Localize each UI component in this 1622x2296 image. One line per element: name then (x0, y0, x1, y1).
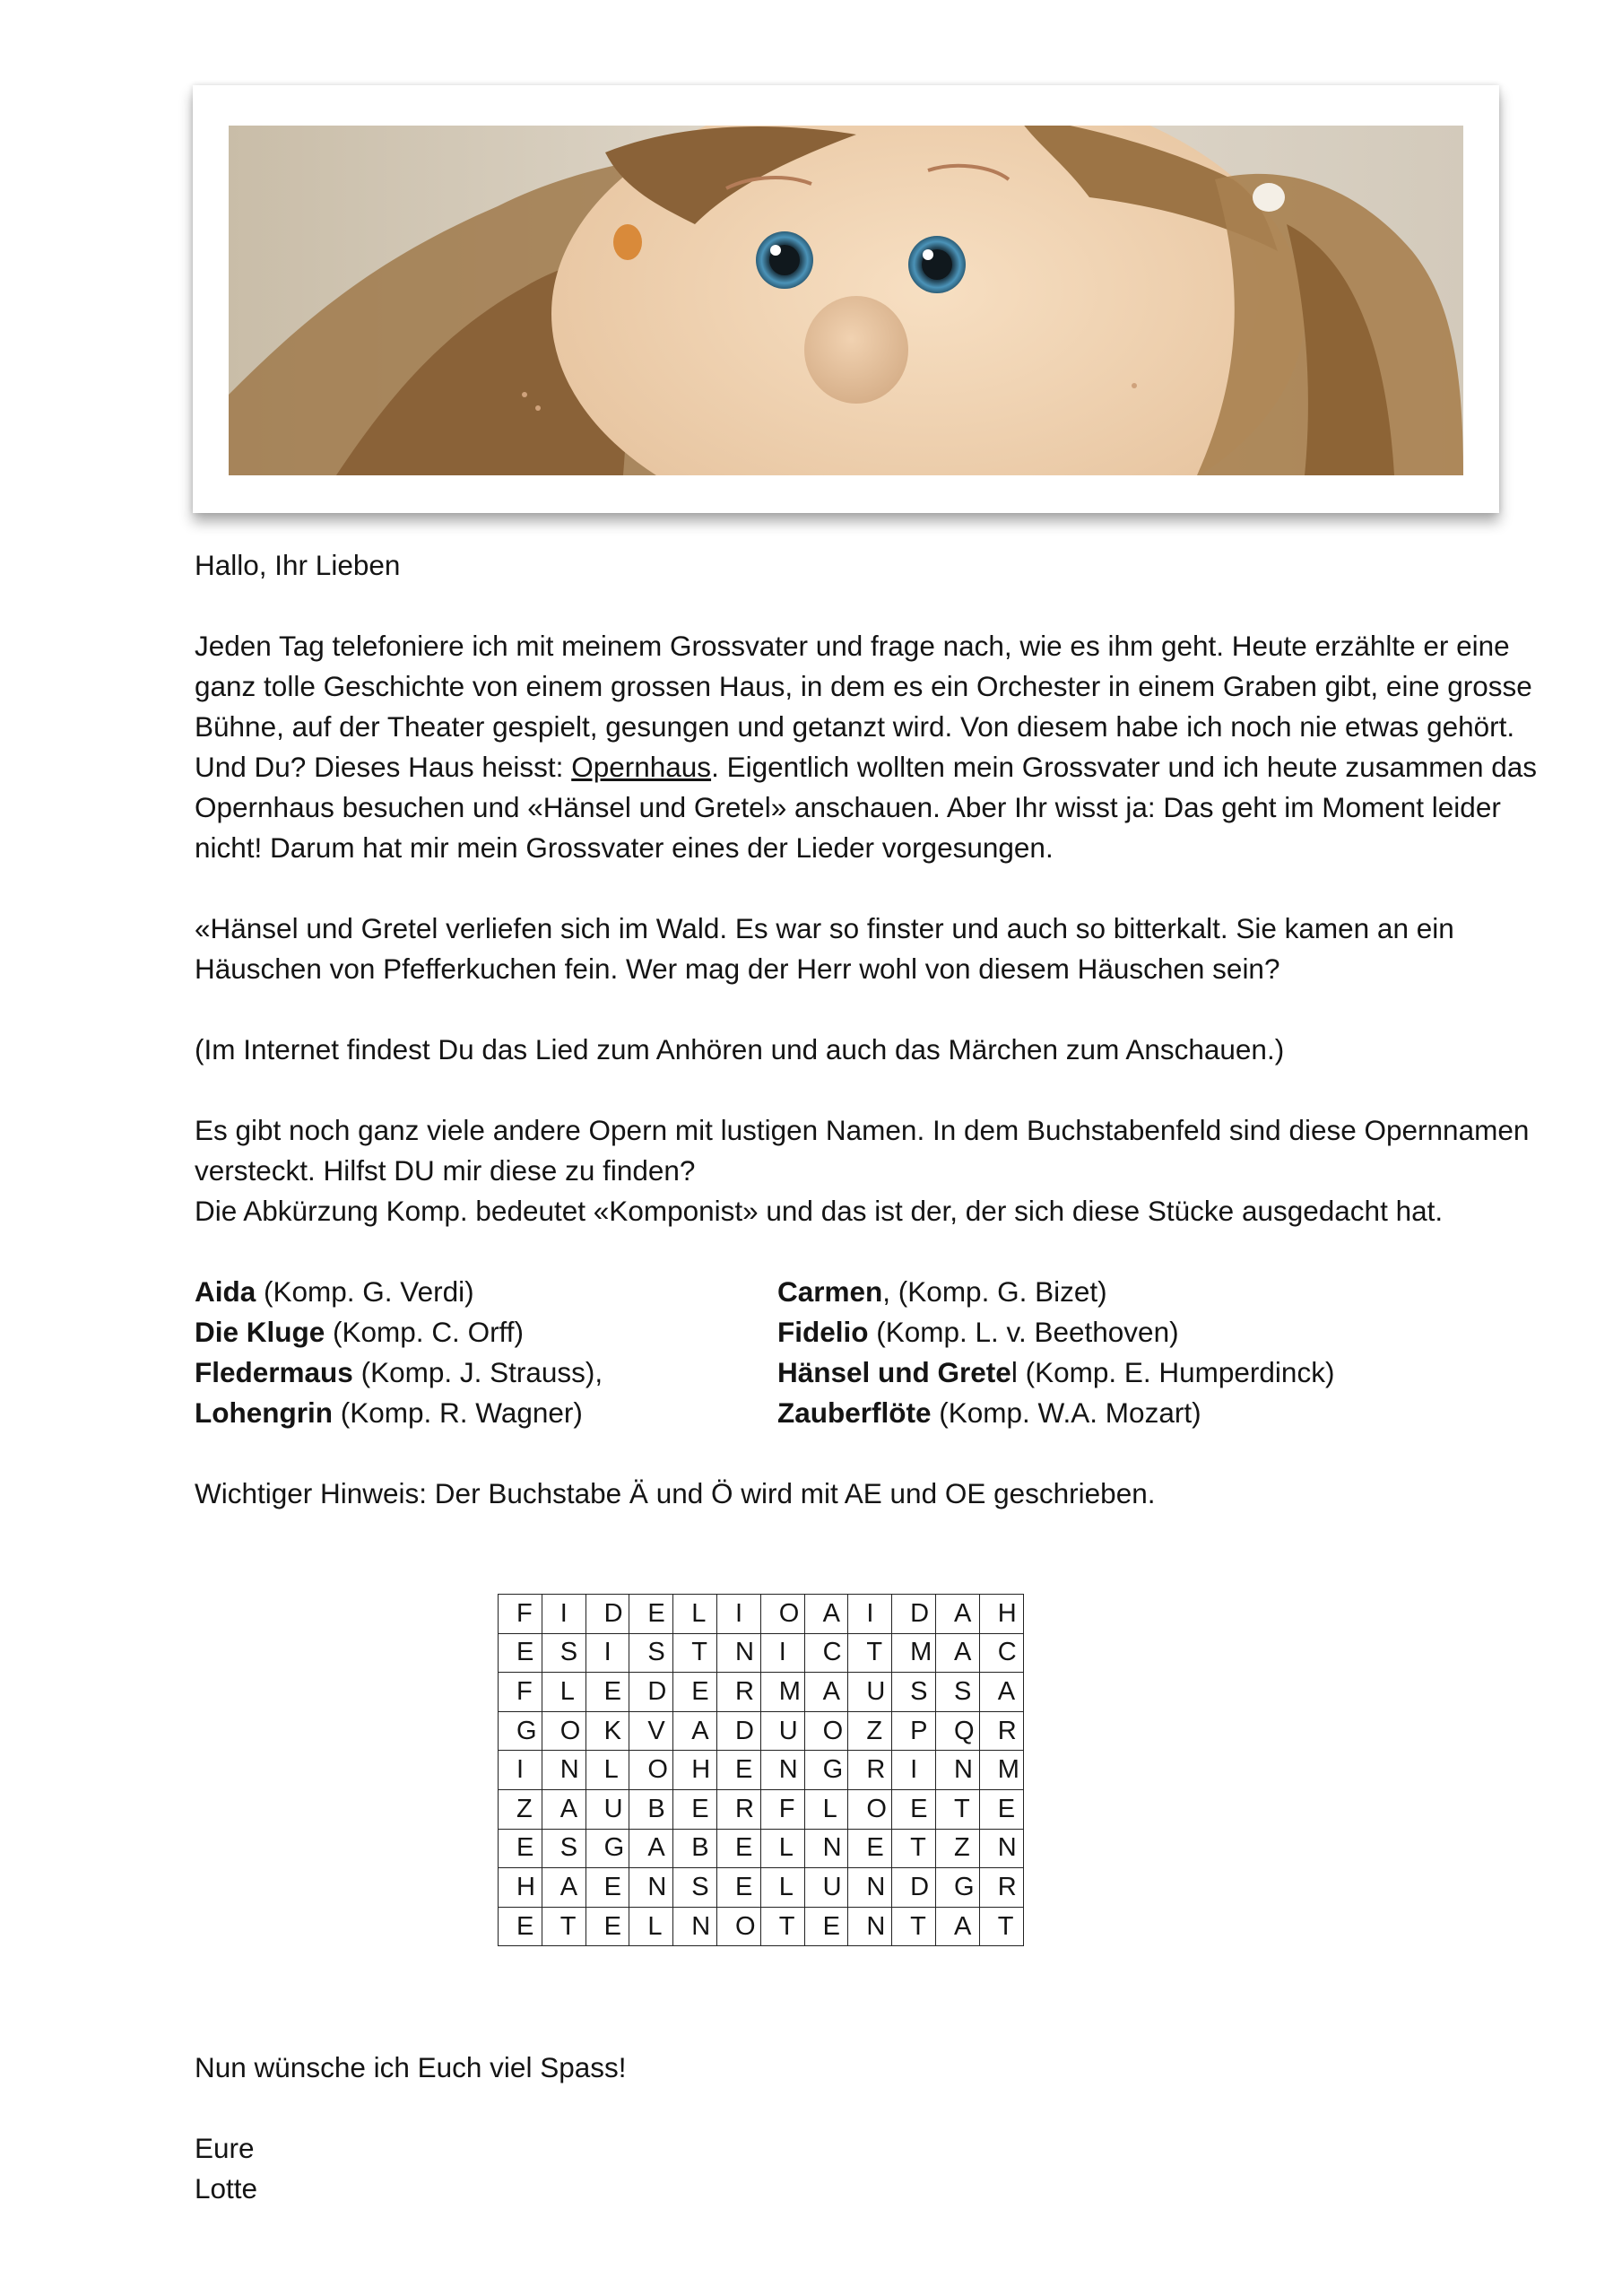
grid-cell: R (848, 1751, 892, 1790)
grid-cell: D (892, 1595, 936, 1634)
grid-cell: E (585, 1907, 629, 1946)
puppet-face-image (229, 126, 1463, 475)
grid-cell: E (848, 1829, 892, 1868)
signature-line-1: Eure (195, 2132, 255, 2164)
grid-cell: U (848, 1673, 892, 1712)
spacer (195, 1433, 1540, 1474)
opera-name: Lohengrin (195, 1396, 333, 1429)
grid-cell: I (892, 1751, 936, 1790)
song-text: «Hänsel und Gretel verliefen sich im Wald. Es war so finster und auch so bitterkalt. Sie kamen an ein Häuschen von Pfefferkuchen fein. Wer mag der Herr wohl von diesem Häuschen sein? (195, 912, 1454, 985)
grid-cell: R (979, 1868, 1023, 1908)
grid-cell: A (804, 1595, 848, 1634)
grid-cell: N (760, 1751, 804, 1790)
grid-cell: T (760, 1907, 804, 1946)
grid-cell: P (892, 1711, 936, 1751)
opera-composer: (Komp. L. v. Beethoven) (868, 1316, 1179, 1348)
opera-item (777, 1393, 1540, 1433)
grid-cell: F (760, 1789, 804, 1829)
grid-cell: V (629, 1711, 673, 1751)
grid-cell: L (585, 1751, 629, 1790)
grid-cell: S (892, 1673, 936, 1712)
spacer (195, 2088, 627, 2128)
grid-cell: N (542, 1751, 585, 1790)
grid-cell: C (804, 1633, 848, 1673)
grid-cell: I (848, 1595, 892, 1634)
letter-table (498, 1594, 1024, 1946)
grid-row (499, 1868, 1024, 1908)
grid-cell: N (804, 1829, 848, 1868)
opera-name: Die Kluge (195, 1316, 325, 1348)
grid-cell: E (804, 1907, 848, 1946)
grid-cell: L (760, 1868, 804, 1908)
spacer (195, 1070, 1540, 1110)
grid-cell: U (804, 1868, 848, 1908)
grid-cell: E (499, 1829, 542, 1868)
opera-name: Carmen (777, 1275, 883, 1308)
grid-cell: O (848, 1789, 892, 1829)
opera-name: Fledermaus (195, 1356, 353, 1388)
grid-cell: A (935, 1907, 979, 1946)
grid-cell: K (585, 1711, 629, 1751)
opera-name: Fidelio (777, 1316, 869, 1348)
internet-note: (Im Internet findest Du das Lied zum Anhören und auch das Märchen zum Anschauen.) (195, 1033, 1285, 1065)
grid-cell: C (979, 1633, 1023, 1673)
grid-cell: D (892, 1868, 936, 1908)
opera-composer: (Komp. R. Wagner) (332, 1396, 583, 1429)
grid-cell: L (629, 1907, 673, 1946)
grid-cell: R (716, 1673, 760, 1712)
grid-row (499, 1595, 1024, 1634)
opera-item (777, 1272, 1540, 1312)
grid-cell: T (892, 1907, 936, 1946)
spacer (195, 586, 1540, 626)
grid-row (499, 1633, 1024, 1673)
opernhaus-link[interactable]: Opernhaus (571, 751, 712, 783)
grid-cell: O (716, 1907, 760, 1946)
word-search-grid (498, 1594, 1024, 1946)
grid-cell: O (629, 1751, 673, 1790)
spacer (195, 989, 1540, 1030)
grid-row (499, 1751, 1024, 1790)
grid-cell: G (935, 1868, 979, 1908)
grid-cell: L (542, 1673, 585, 1712)
grid-cell: I (760, 1633, 804, 1673)
opera-composer: (Komp. G. Verdi) (256, 1275, 474, 1308)
grid-row (499, 1711, 1024, 1751)
grid-cell: Q (935, 1711, 979, 1751)
grid-cell: B (673, 1829, 717, 1868)
intro-text-2: . Eigentlich wollten mein Grossvater und ich heute zusammen das Opernhaus besuchen und «Hänsel und Gretel» anschauen. Aber Ihr wisst ja: Das geht im Moment leider nicht! Darum hat mir mein Grossvater eines der Lieder vorgesungen. (195, 751, 1538, 864)
puppet-photo (229, 126, 1463, 475)
grid-cell: Z (848, 1711, 892, 1751)
grid-cell: F (499, 1595, 542, 1634)
grid-cell: A (629, 1829, 673, 1868)
grid-cell: N (629, 1868, 673, 1908)
grid-cell: Z (935, 1829, 979, 1868)
signature-name: Lotte (195, 2172, 258, 2205)
grid-cell: G (499, 1711, 542, 1751)
grid-cell: N (673, 1907, 717, 1946)
grid-cell: E (629, 1595, 673, 1634)
grid-cell: N (979, 1829, 1023, 1868)
grid-cell: S (629, 1633, 673, 1673)
grid-cell: H (499, 1868, 542, 1908)
grid-cell: E (673, 1673, 717, 1712)
closing-wish: Nun wünsche ich Euch viel Spass! (195, 2051, 627, 2083)
grid-cell: A (542, 1789, 585, 1829)
grid-cell: A (935, 1633, 979, 1673)
spacer (195, 868, 1540, 909)
opera-list (195, 1272, 1540, 1433)
grid-cell: L (804, 1789, 848, 1829)
grid-cell: A (804, 1673, 848, 1712)
opera-composer: (Komp. J. Strauss), (352, 1356, 603, 1388)
grid-cell: I (716, 1595, 760, 1634)
grid-cell: E (979, 1789, 1023, 1829)
grid-cell: G (804, 1751, 848, 1790)
grid-cell: B (629, 1789, 673, 1829)
grid-cell: Z (499, 1789, 542, 1829)
opera-name: Aida (195, 1275, 256, 1308)
grid-cell: E (499, 1907, 542, 1946)
grid-cell: T (979, 1907, 1023, 1946)
grid-cell: I (499, 1751, 542, 1790)
intro-paragraph (195, 626, 1540, 868)
grid-cell: D (585, 1595, 629, 1634)
grid-cell: E (892, 1789, 936, 1829)
grid-cell: A (673, 1711, 717, 1751)
grid-cell: A (542, 1868, 585, 1908)
grid-cell: S (542, 1829, 585, 1868)
grid-cell: O (804, 1711, 848, 1751)
grid-cell: E (585, 1868, 629, 1908)
grid-cell: T (673, 1633, 717, 1673)
header-photo-frame (193, 85, 1499, 513)
grid-cell: T (542, 1907, 585, 1946)
grid-row (499, 1673, 1024, 1712)
grid-cell: L (673, 1595, 717, 1634)
grid-cell: I (585, 1633, 629, 1673)
grid-row (499, 1907, 1024, 1946)
grid-cell: N (935, 1751, 979, 1790)
grid-cell: E (499, 1633, 542, 1673)
closing (195, 2048, 627, 2209)
grid-cell: A (935, 1595, 979, 1634)
hint-text: Wichtiger Hinweis: Der Buchstabe Ä und Ö wird mit AE und OE geschrieben. (195, 1477, 1156, 1509)
grid-cell: R (716, 1789, 760, 1829)
opera-name: Zauberflöte (777, 1396, 932, 1429)
opera-item (777, 1312, 1540, 1352)
grid-cell: M (892, 1633, 936, 1673)
grid-cell: U (760, 1711, 804, 1751)
grid-cell: M (760, 1673, 804, 1712)
opera-name: Hänsel und Grete (777, 1356, 1011, 1388)
grid-row (499, 1829, 1024, 1868)
grid-cell: E (673, 1789, 717, 1829)
task-text: Es gibt noch ganz viele andere Opern mit lustigen Namen. In dem Buchstabenfeld sind diese Opernnamen versteckt. Hilfst DU mir diese zu finden? (195, 1114, 1530, 1187)
grid-cell: N (848, 1868, 892, 1908)
opera-item (195, 1352, 777, 1393)
grid-cell: S (935, 1673, 979, 1712)
grid-cell: D (629, 1673, 673, 1712)
grid-cell: T (935, 1789, 979, 1829)
grid-cell: O (542, 1711, 585, 1751)
grid-cell: H (979, 1595, 1023, 1634)
opera-item (195, 1272, 777, 1312)
opera-item (777, 1352, 1540, 1393)
grid-cell: O (760, 1595, 804, 1634)
grid-cell: L (760, 1829, 804, 1868)
grid-cell: T (848, 1633, 892, 1673)
grid-row (499, 1789, 1024, 1829)
grid-cell: H (673, 1751, 717, 1790)
grid-cell: D (716, 1711, 760, 1751)
grid-cell: N (848, 1907, 892, 1946)
grid-cell: N (716, 1633, 760, 1673)
grid-cell: F (499, 1673, 542, 1712)
opera-composer: l (Komp. E. Humperdinck) (1010, 1356, 1335, 1388)
opera-composer: (Komp. C. Orff) (325, 1316, 524, 1348)
grid-cell: T (892, 1829, 936, 1868)
grid-cell: S (542, 1633, 585, 1673)
grid-cell: G (585, 1829, 629, 1868)
grid-cell: A (979, 1673, 1023, 1712)
grid-cell: U (585, 1789, 629, 1829)
grid-cell: E (716, 1868, 760, 1908)
greeting: Hallo, Ihr Lieben (195, 549, 401, 581)
opera-item (195, 1312, 777, 1352)
grid-cell: R (979, 1711, 1023, 1751)
task-explanation: Die Abkürzung Komp. bedeutet «Komponist» und das ist der, der sich diese Stücke ausgedacht hat. (195, 1195, 1444, 1227)
grid-cell: M (979, 1751, 1023, 1790)
grid-cell: S (673, 1868, 717, 1908)
grid-cell: E (716, 1829, 760, 1868)
intro-text-1: Jeden Tag telefoniere ich mit meinem Grossvater und frage nach, wie es ihm geht. Heute erzählte er eine ganz tolle Geschichte von einem grossen Haus, in dem es ein Orchester in einem Graben gibt, eine grosse Bühne, auf der Theater gespielt, gesungen und getanzt wird. Von diesem habe ich noch nie etwas gehört. Und Du? Dieses Haus heisst: (195, 630, 1532, 783)
opera-composer: , (Komp. G. Bizet) (882, 1275, 1107, 1308)
grid-cell: I (542, 1595, 585, 1634)
letter-body (195, 545, 1540, 1514)
grid-cell: E (585, 1673, 629, 1712)
grid-cell: E (716, 1751, 760, 1790)
spacer (195, 1231, 1540, 1272)
opera-item (195, 1393, 777, 1433)
opera-composer: (Komp. W.A. Mozart) (931, 1396, 1201, 1429)
